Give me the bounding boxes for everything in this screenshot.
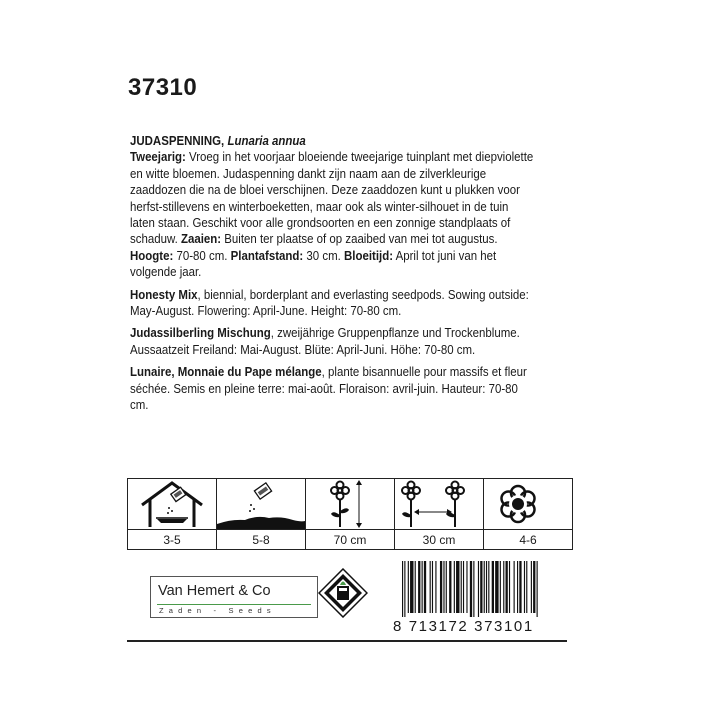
barcode-bar [432,561,433,613]
icon-cell-height [305,478,395,550]
barcode-bar [537,561,538,617]
brand-divider [157,604,311,605]
barcode-bar [415,561,416,613]
barcode-bar [402,561,403,617]
greenhouse-sowing-icon [128,479,216,529]
barcode-number: 8 713172 373101 [393,618,534,635]
dutch-paragraph: JUDASPENNING, Lunaria annua Tweejarig: Vroeg in het voorjaar bloeiende tweejarige tuinplant met diepviolette en witte bloemen. Judaspenning dankt zijn naam aan de zilverkleurige zaaddozen die na de bloei verschijnen. Deze zaaddozen kunt u plukken voor herfst-stillevens en winterboeketten, maar ook als winter-silhouet in de tuin laten staan. Geschikt voor alle grondsoorten en een zonnige standplaats of schaduw. Zaaien: Buiten ter plaatse of op zaaibed van mei tot augustus. Hoogte: 70-80 cm. Plantafstand: 30 cm. Bloeitijd: April tot juni van het volgende jaar. [130,134,534,280]
barcode-bar [495,561,498,613]
barcode-bar [422,561,423,613]
barcode-bar [424,561,426,613]
barcode-bar [531,561,532,613]
barcode-bar [533,561,535,613]
label-hoogte: Hoogte: [130,248,174,263]
barcode-bar [430,561,431,613]
plant-height-icon [306,479,394,529]
barcode-bar [454,561,455,613]
description-text [130,133,535,420]
barcode-bar [463,561,464,613]
barcode-bar [514,561,515,613]
barcode [398,561,568,617]
barcode-bar [478,561,479,617]
barcode-bar [461,561,462,613]
icon-cell-outdoor [216,478,306,550]
barcode-bar [517,561,518,613]
barcode-bar [449,561,451,613]
barcode-bar [410,561,413,613]
barcode-bar [509,561,510,613]
greenhouse-value: 3-5 [163,532,181,547]
label-plantafstand: Plantafstand: [230,248,304,263]
title-latin: Lunaria annua [227,134,306,148]
label-bloeitijd: Bloeitijd: [343,248,394,263]
label-tweejarig: Tweejarig: [130,150,186,165]
barcode-bar [435,561,436,613]
barcode-bar [466,561,467,613]
barcode-bar [486,561,487,613]
height-value: 70 cm [333,532,367,547]
quality-seal-icon [318,568,368,618]
spacing-value: 30 cm [422,532,456,547]
barcode-bar [440,561,442,613]
flowering-value: 4-6 [519,532,537,547]
outdoor-value: 5-8 [252,532,270,547]
flowering-icon [484,479,572,529]
barcode-bar [526,561,527,613]
barcode-bar [488,561,489,613]
barcode-bar [484,561,485,613]
barcode-bar [404,561,405,617]
cultivation-icons [127,478,573,550]
barcode-bar [480,561,482,613]
barcode-bar [473,561,474,617]
barcode-bar [500,561,501,613]
german-paragraph: Judassilberling Mischung, zweijährige Gruppenpflanze und Trockenblume. Aussaatzeit Freiland: Mai-August. Blüte: April-Juni. Höhe: 70-80 cm. [130,326,520,357]
barcode-bar [443,561,444,613]
bottom-rule [127,640,567,642]
barcode-bar [503,561,504,613]
barcode-bar [446,561,447,613]
icon-cell-spacing [394,478,484,550]
label-zaaien: Zaaien: [180,232,222,247]
barcode-bar [506,561,508,613]
barcode-bar [456,561,459,613]
article-number: 37310 [128,74,198,101]
brand-tagline: Zaden - Seeds [159,606,276,615]
brand-logo-box [150,576,318,618]
title-bold: JUDASPENNING, [130,134,225,148]
brand-name: Van Hemert & Co [158,583,271,599]
plant-spacing-icon [395,479,483,529]
icon-cell-flowering [483,478,573,550]
barcode-bar [519,561,521,613]
english-paragraph: Honesty Mix, biennial, borderplant and everlasting seedpods. Sowing outside: May-August. Flowering: April-June. Height: 70-80 cm. [130,287,529,319]
barcode-bar [418,561,420,613]
barcode-bar [524,561,525,613]
barcode-bar [408,561,409,613]
barcode-bar [470,561,472,617]
french-paragraph: Lunaire, Monnaie du Pape mélange, plante bisannuelle pour massifs et fleur séchée. Semis en pleine terre: mai-août. Floraison: avril-juin. Hauteur: 70-80 cm. [130,365,527,413]
icon-cell-greenhouse [127,478,217,550]
barcode-bar [492,561,494,613]
outdoor-sowing-icon [217,479,305,529]
